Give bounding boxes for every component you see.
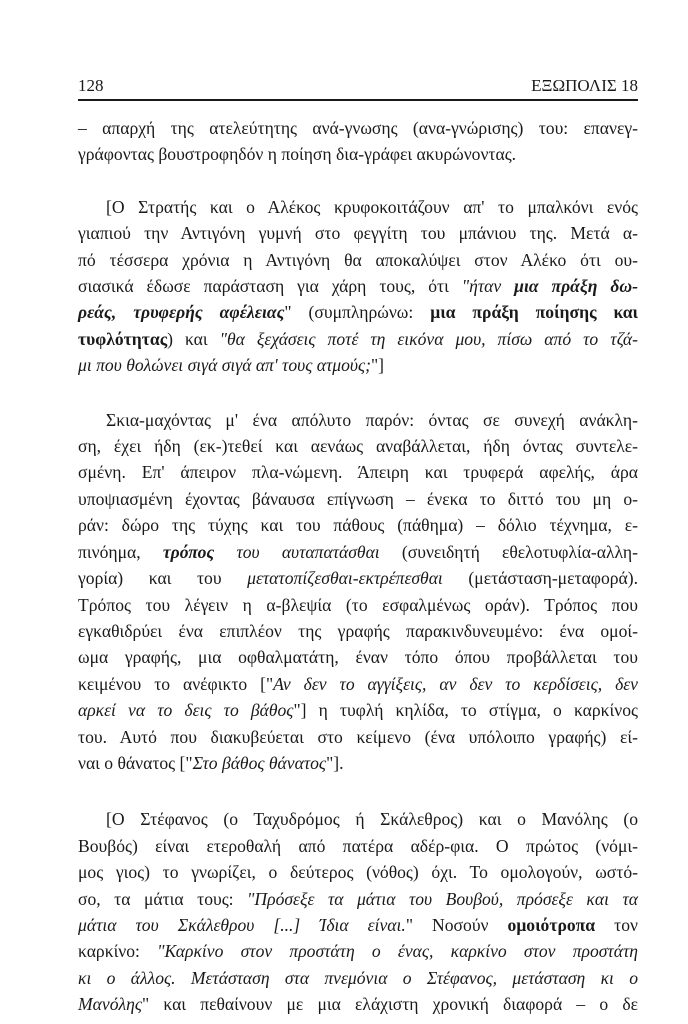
text-line: ναι ο θάνατος ["Στο βάθος θάνατος"].	[78, 752, 344, 773]
page-number: 128	[78, 76, 104, 95]
text-line: τυφλότητας) και "θα ξεχάσεις ποτέ τη εικόνα μου, πίσω από το τζά-	[78, 328, 638, 349]
text-line: Βουβός) είναι ετεροθαλή από πατέρα αδέρ-φια. Ο πρώτος (νόμι-	[78, 835, 638, 856]
text-line: [Ο Στρατής και ο Αλέκος κρυφοκοιτάζουν απ' το μπαλκόνι ενός	[106, 196, 638, 217]
paragraph-stratis	[78, 194, 638, 379]
text-line: του. Αυτό που διακυβεύεται στο κείμενο (ένα υπόλοιπο γραφής) εί-	[78, 726, 638, 747]
text-line: γορία) και του μετατοπίζεσθαι-εκτρέπεσθαι (μετάσταση-μεταφορά).	[78, 568, 638, 589]
text-line: καρκίνο: "Καρκίνο στον προστάτη ο ένας, καρκίνο στον προστάτη	[78, 941, 638, 962]
text-line: σο, τα μάτια τους: "Πρόσεξε τα μάτια του Βουβού, πρόσεξε και τα	[78, 888, 638, 909]
text-line: κι ο άλλος. Μετάσταση στα πνεμόνια ο Στέφανος, μετάσταση κι ο	[78, 967, 638, 988]
text-line: πό τέσσερα χρόνια η Αντιγόνη θα αποκαλύψει στον Αλέκο ότι ου-	[78, 249, 638, 270]
page-header	[78, 76, 638, 101]
text-line: Σκια-μαχόντας μ' ένα απόλυτο παρόν: όντας σε συνεχή ανάκλη-	[106, 409, 638, 430]
text-line: ράν: δώρο της τύχης και του πάθους (πάθημα) – δόλιο τέχνημα, ε-	[78, 515, 638, 536]
text-line: Τρόπος του λέγειν η α-βλεψία (το εσφαλμένως οράν). Τρόπος που	[78, 594, 638, 615]
text-line: [Ο Στέφανος (ο Ταχυδρόμος ή Σκάλεθρος) και ο Μανόλης (ο	[106, 809, 638, 830]
text-line: μος γιος) το γνωρίζει, ο δεύτερος (νόθος) όχι. Το ομολογούν, ωστό-	[78, 862, 638, 883]
paragraph-continuation	[78, 115, 638, 168]
text-line: ρεάς, τρυφερής αφέλειας" (συμπληρώνω: μια πράξη ποίησης και	[78, 302, 638, 323]
paragraph-stefanos	[78, 806, 638, 1017]
text-line: σιασικά έδωσε παράσταση για χάρη τους, ότι "ήταν μια πράξη δω-	[78, 276, 638, 297]
text-line: σμένη. Επ' άπειρον πλα-νώμενη. Άπειρη και τρυφερά αφελής, άρα	[78, 462, 638, 483]
text-line: ση, έχει ήδη (εκ-)τεθεί και αενάως αναβάλλεται, ήδη όντας συντελε-	[78, 436, 638, 457]
book-page	[78, 76, 638, 1018]
text-line: αρκεί να το δεις το βάθος"] η τυφλή κηλίδα, το στίγμα, ο καρκίνος	[78, 700, 638, 721]
text-line: μάτια του Σκάλεθρου [...] Ίδια είναι." Νοσούν ομοιότροπα τον	[78, 914, 638, 935]
text-line: Μανόλης" και πεθαίνουν με μια ελάχιστη χρονική διαφορά – ο δε	[78, 994, 638, 1015]
text-line: γιαπιού την Αντιγόνη γυμνή στο φεγγίτη του μπάνιου της. Μετά α-	[78, 223, 638, 244]
text-line: – απαρχή της ατελεύτητης ανά-γνωσης (ανα-γνώρισης) του: επανεγ-	[78, 118, 638, 138]
text-line: πινόημα, τρόπος του αυταπατάσθαι (συνειδητή εθελοτυφλία-αλλη-	[78, 541, 638, 562]
text-line: μι που θολώνει σιγά σιγά απ' τους ατμούς;"]	[78, 355, 385, 376]
text-line: υποψιασμένη έχοντας βάναυσα επίγνωση – ένεκα το διττό του μη ο-	[78, 488, 638, 509]
running-title: ΕΞΩΠΟΛΙΣ 18	[531, 76, 638, 95]
text-line: ωμα γραφής, μια οφθαλματάτη, έναν τόπο όπου προβάλλεται του	[78, 647, 638, 668]
paragraph-skiamachontas	[78, 407, 638, 777]
text-line: κειμένου το ανέφικτο ["Αν δεν το αγγίξεις, αν δεν το κερδίσεις, δεν	[78, 673, 638, 694]
text-line: εγκαθιδρύει ένα επιπλέον της γραφής παρακινδυνευμένο: ένα ομοί-	[78, 620, 638, 641]
text-line: γράφοντας βουστροφηδόν η ποίηση δια-γράφει ακυρώνοντας.	[78, 144, 517, 165]
